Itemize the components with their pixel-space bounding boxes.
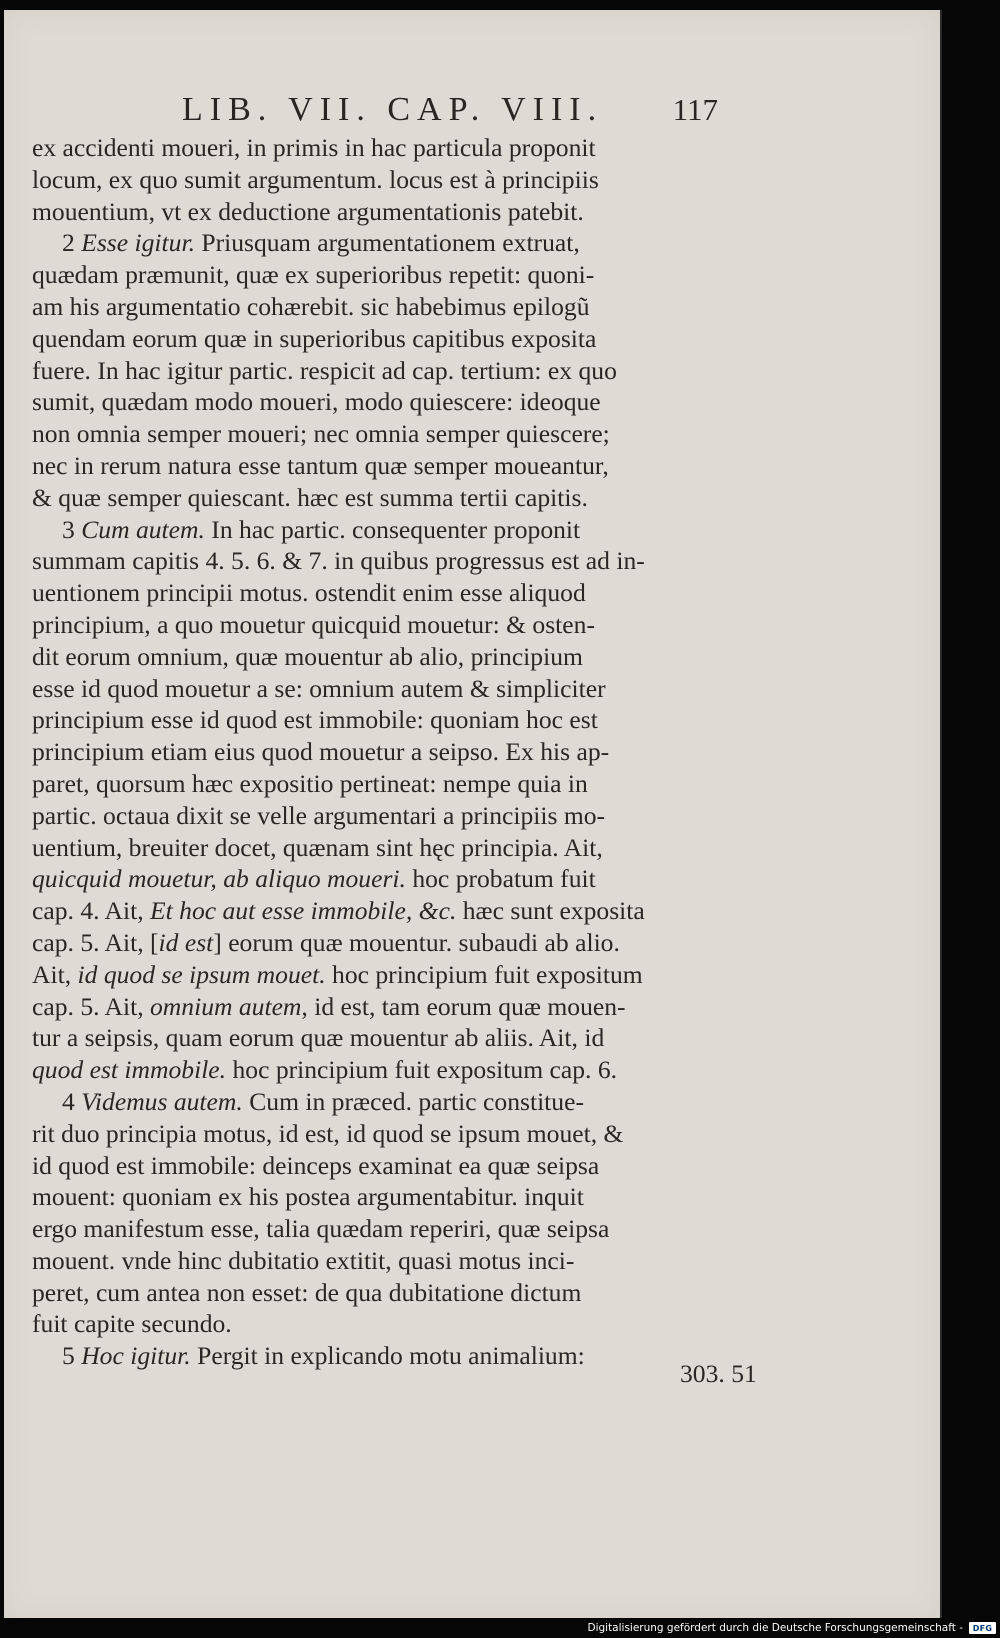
text-line <box>32 1118 700 1150</box>
line-text: sumit, quædam modo moueri, modo quiescere: ideoque <box>32 387 601 417</box>
line-text: non omnia semper moueri; nec omnia semper quiescere; <box>32 419 610 449</box>
paragraph-number: 3 <box>62 514 75 544</box>
line-text: hæc sunt exposita <box>456 896 645 926</box>
page-number: 117 <box>672 92 718 127</box>
line-text: mouent. vnde hinc dubitatio extitit, quasi motus inci- <box>32 1245 575 1275</box>
line-text: In hac partic. consequenter proponit <box>204 514 581 544</box>
line-text: peret, cum antea non esset: de qua dubitatione dictum <box>32 1277 582 1307</box>
credit-text: Digitalisierung gefördert durch die Deutsche Forschungsgemeinschaft - <box>587 1622 963 1634</box>
book-page <box>4 10 942 1618</box>
text-line <box>32 832 700 864</box>
text-line <box>32 132 700 164</box>
line-text: mouentium, vt ex deductione argumentationis patebit. <box>32 196 584 226</box>
lemma: Videmus autem. <box>81 1086 243 1116</box>
digitization-credit <box>587 1620 996 1636</box>
line-text: id quod est immobile: deinceps examinat ea quæ seipsa <box>32 1150 600 1180</box>
running-head <box>28 90 938 134</box>
text-line <box>32 291 700 323</box>
running-head-title: LIB. VII. CAP. VIII. <box>182 91 604 128</box>
text-line <box>32 450 700 482</box>
line-text: esse id quod mouetur a se: omnium autem & simpliciter <box>32 673 606 703</box>
text-line <box>32 768 700 800</box>
line-text: & quæ semper quiescant. hæc est summa tertii capitis. <box>32 482 588 512</box>
text-line <box>32 514 700 546</box>
lemma: omnium autem, <box>150 991 308 1021</box>
line-text: uentionem principii motus. ostendit enim esse aliquod <box>32 578 586 608</box>
text-line <box>32 418 700 450</box>
line-text: principium, a quo mouetur quicquid mouetur: & osten- <box>32 609 595 639</box>
text-line <box>32 736 700 768</box>
paragraph-number: 4 <box>62 1086 75 1116</box>
line-text: cap. 4. Ait, <box>32 896 150 926</box>
text-line <box>32 863 700 895</box>
text-line <box>32 641 700 673</box>
text-line <box>32 609 700 641</box>
line-text: ] eorum quæ mouentur. subaudi ab alio. <box>213 927 620 957</box>
line-text: Priusquam argumentationem extruat, <box>194 228 580 258</box>
lemma: Hoc igitur. <box>81 1341 191 1371</box>
line-text: quendam eorum quæ in superioribus capitibus exposita <box>32 323 597 353</box>
paragraph-number: 2 <box>62 228 75 258</box>
line-text: tur a seipsis, quam eorum quæ mouentur ab aliis. Ait, id <box>32 1023 605 1053</box>
line-text: Cum in præced. partic constitue- <box>242 1086 584 1116</box>
lemma: quod est immobile. <box>32 1055 227 1085</box>
text-line <box>32 227 700 259</box>
line-text: dit eorum omnium, quæ mouentur ab alio, principium <box>32 641 583 671</box>
line-text: am his argumentatio cohærebit. sic habebimus epilogũ <box>32 291 590 321</box>
line-text: hoc principium fuit expositum cap. 6. <box>226 1055 618 1085</box>
text-line <box>32 259 700 291</box>
lemma: Cum autem. <box>81 514 205 544</box>
text-line <box>32 545 700 577</box>
text-line <box>32 164 700 196</box>
text-line <box>32 1150 700 1182</box>
line-text: summam capitis 4. 5. 6. & 7. in quibus progressus est ad in- <box>32 546 645 576</box>
text-line <box>32 577 700 609</box>
text-line <box>32 1277 700 1309</box>
line-text: uentium, breuiter docet, quænam sint hęc principia. Ait, <box>32 832 603 862</box>
line-text: cap. 5. Ait, <box>32 991 150 1021</box>
text-line <box>32 991 700 1023</box>
line-text: hoc probatum fuit <box>405 864 596 894</box>
lemma: quicquid mouetur, ab aliquo moueri. <box>32 864 406 894</box>
text-line <box>32 895 700 927</box>
line-text: paret, quorsum hæc expositio pertineat: nempe quia in <box>32 768 588 798</box>
line-text: hoc principium fuit expositum <box>325 959 643 989</box>
lemma: Esse igitur. <box>81 228 195 258</box>
text-line <box>32 1340 700 1372</box>
text-line <box>32 323 700 355</box>
line-text: cap. 5. Ait, [ <box>32 927 159 957</box>
line-text: partic. octaua dixit se velle argumentari a principiis mo- <box>32 800 606 830</box>
line-text: fuere. In hac igitur partic. respicit ad cap. tertium: ex quo <box>32 355 617 385</box>
text-line <box>32 927 700 959</box>
lemma: Et hoc aut esse immobile, &c. <box>150 896 457 926</box>
line-text: principium etiam eius quod mouetur a seipso. Ex his ap- <box>32 737 610 767</box>
text-line <box>32 196 700 228</box>
text-line <box>32 1213 700 1245</box>
line-text: Pergit in explicando motu animalium: <box>190 1341 585 1371</box>
line-text: ergo manifestum esse, talia quædam reperiri, quæ seipsa <box>32 1214 610 1244</box>
text-line <box>32 1054 700 1086</box>
lemma: id quod se ipsum mouet. <box>77 959 326 989</box>
text-line <box>32 800 700 832</box>
text-line <box>32 704 700 736</box>
line-text: ex accidenti moueri, in primis in hac particula proponit <box>32 133 596 162</box>
text-line <box>32 673 700 705</box>
paragraph-number: 5 <box>62 1341 75 1371</box>
text-line <box>32 1022 700 1054</box>
text-line <box>32 482 700 514</box>
line-text: quædam præmunit, quæ ex superioribus repetit: quoni- <box>32 260 595 290</box>
line-text: rit duo principia motus, id est, id quod se ipsum mouet, & <box>32 1118 624 1148</box>
text-line <box>32 1086 700 1118</box>
text-line <box>32 1245 700 1277</box>
text-line <box>32 386 700 418</box>
lemma: id est <box>158 927 214 957</box>
text-line <box>32 1308 700 1340</box>
line-text: principium esse id quod est immobile: quoniam hoc est <box>32 705 598 735</box>
line-text: fuit capite secundo. <box>32 1309 232 1339</box>
line-text: id est, tam eorum quæ mouen- <box>307 991 626 1021</box>
line-text: nec in rerum natura esse tantum quæ semper moueantur, <box>32 450 609 480</box>
dfg-logo: DFG <box>969 1622 996 1634</box>
line-text: locum, ex quo sumit argumentum. locus est à principiis <box>32 164 599 194</box>
text-line <box>32 1181 700 1213</box>
text-line <box>32 355 700 387</box>
line-text: mouent: quoniam ex his postea argumentabitur. inquit <box>32 1182 584 1212</box>
body-text <box>32 132 700 1372</box>
marginal-note: 303. 51 <box>680 1359 757 1388</box>
text-line <box>32 959 700 991</box>
line-text: Ait, <box>32 959 78 989</box>
